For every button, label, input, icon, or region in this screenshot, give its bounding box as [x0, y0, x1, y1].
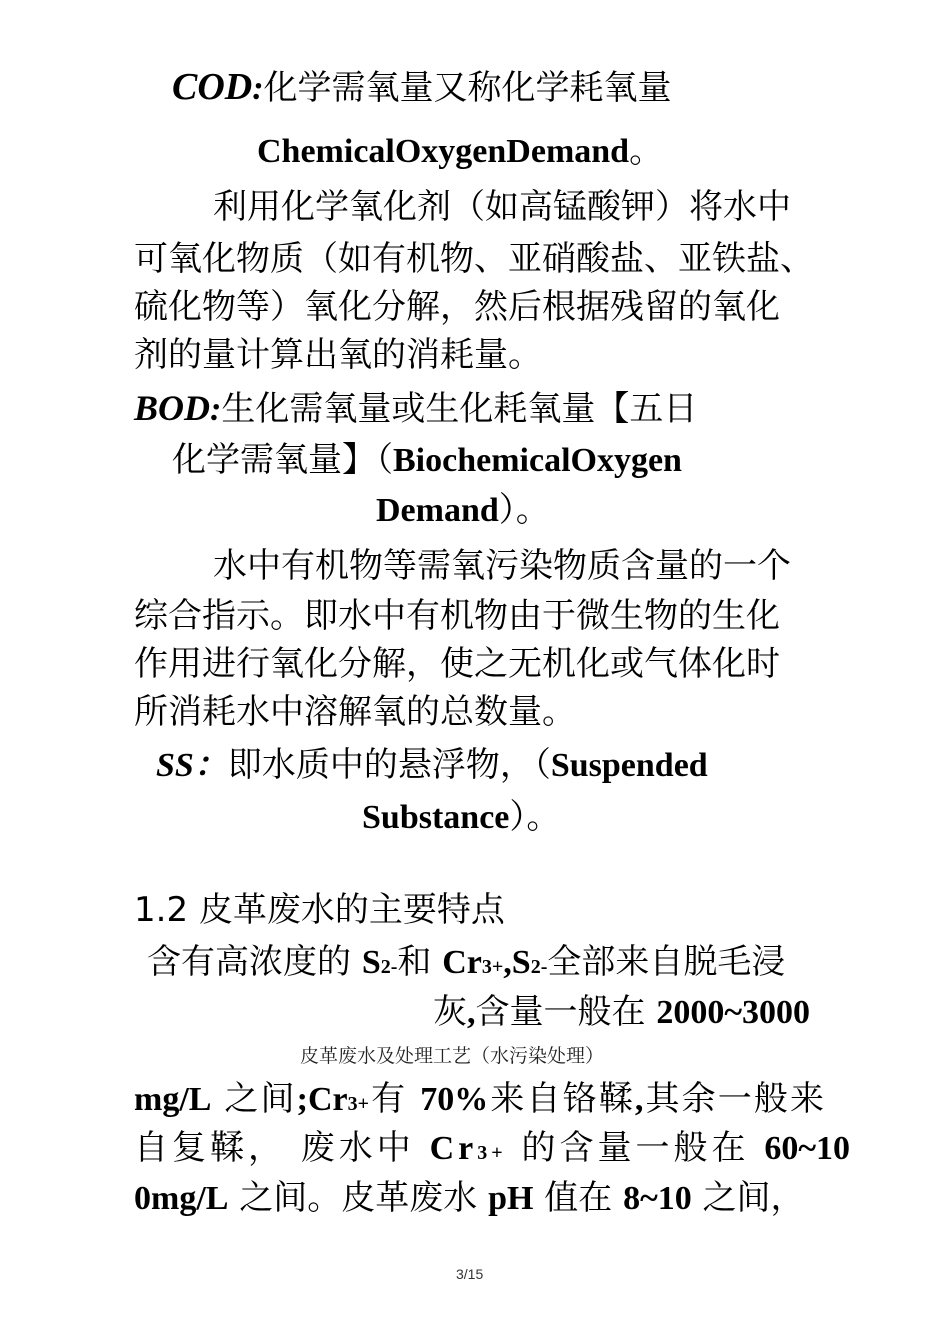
text-run: pH [488, 1180, 534, 1217]
ss-line2 [362, 793, 560, 842]
superscript: 2- [530, 956, 548, 978]
ss-line2-en: Substance [362, 799, 510, 836]
cod-term: COD [172, 66, 253, 108]
section-line-4 [134, 1124, 850, 1177]
superscript: 2- [380, 956, 398, 978]
text-run: 灰 [433, 992, 467, 1032]
text-run: 其余一般来 [643, 1079, 825, 1119]
cod-body-line: 剂的量计算出氧的消耗量。 [134, 335, 542, 375]
ss-term: SS： [156, 747, 228, 784]
bod-title-rest: 生化需氧量或生化耗氧量【五日 [221, 389, 698, 429]
text-run: 有 [369, 1079, 421, 1119]
text-run: 之间。皮革废水 [228, 1178, 489, 1218]
section-line-5 [134, 1174, 805, 1223]
superscript: 3+ [347, 1093, 370, 1115]
section-line-3 [134, 1075, 824, 1128]
superscript: 3+ [481, 956, 504, 978]
text-run: 来自铬鞣 [488, 1079, 635, 1119]
text-run: 之间 [211, 1079, 297, 1119]
cod-title [172, 63, 672, 113]
cod-body-line: 硫化物等）氧化分解，然后根据残留的氧化 [134, 287, 780, 327]
cod-title-rest: 化学需氧量又称化学耗氧量 [263, 68, 672, 108]
text-run: Cr [429, 1130, 478, 1167]
text-run: ,S [503, 944, 531, 981]
section-line-1 [147, 938, 785, 991]
text-run: 8~10 [623, 1180, 692, 1217]
text-run: 和 [397, 942, 443, 982]
ss-line2-end: ）。 [509, 797, 561, 837]
text-run: 之间， [691, 1178, 805, 1218]
bod-line2-en: BiochemicalOxygen [393, 442, 682, 479]
cod-sep: : [252, 70, 264, 107]
bod-line3-end: ）。 [498, 490, 550, 530]
bod-title-line3 [376, 486, 550, 535]
section-heading: 1.2 皮革废水的主要特点 [134, 890, 505, 930]
cod-english [257, 127, 663, 176]
text-run: 60~10 [764, 1130, 850, 1167]
bod-sep: : [210, 391, 222, 428]
text-run: 值在 [533, 1178, 624, 1218]
cod-body-line: 可氧化物质（如有机物、亚硝酸盐、亚铁盐、 [134, 239, 814, 279]
text-run: ;Cr [296, 1081, 348, 1118]
text-run: 的含量一般在 [506, 1128, 765, 1168]
text-run: 含有高浓度的 [147, 942, 362, 982]
header-note: 皮革废水及处理工艺（水污染处理） [300, 1045, 605, 1067]
text-run: S [361, 944, 381, 981]
text-run: , [634, 1081, 644, 1118]
ss-desc: 即水质中的悬浮物，（ [227, 745, 551, 785]
text-run: Cr [442, 944, 482, 981]
text-run: 70% [420, 1081, 489, 1118]
bod-body-line: 水中有机物等需氧污染物质含量的一个 [213, 546, 791, 586]
ss-english: Suspended [550, 747, 708, 784]
bod-body-line: 所消耗水中溶解氧的总数量。 [134, 692, 576, 732]
bod-line3-en: Demand [376, 492, 499, 529]
text-run: 全部来自脱毛浸 [547, 942, 786, 982]
text-run: , [467, 994, 476, 1031]
bod-line2-cn: 化学需氧量】（ [172, 440, 393, 480]
bod-body-line: 综合指示。即水中有机物由于微生物的生化 [134, 596, 780, 636]
cod-english-name: ChemicalOxygenDemand [257, 133, 630, 170]
ss-title [156, 741, 708, 790]
page-number: 3/15 [456, 1266, 484, 1282]
section-line-2 [433, 988, 810, 1037]
text-run: mg/L [134, 1081, 212, 1118]
bod-body-line: 作用进行氧化分解，使之无机化或气体化时 [134, 644, 780, 684]
text-run: 自复鞣， 废水中 [134, 1128, 430, 1168]
bod-term: BOD [134, 388, 211, 428]
bod-title [134, 384, 697, 434]
cod-english-end: 。 [629, 131, 664, 171]
superscript: 3+ [477, 1142, 507, 1164]
bod-title-line2 [172, 436, 682, 485]
text-run: 0mg/L [134, 1180, 229, 1217]
cod-body-line: 利用化学氧化剂（如高锰酸钾）将水中 [213, 187, 791, 227]
text-run: 含量一般在 [475, 992, 657, 1032]
text-run: 2000~3000 [656, 994, 810, 1031]
